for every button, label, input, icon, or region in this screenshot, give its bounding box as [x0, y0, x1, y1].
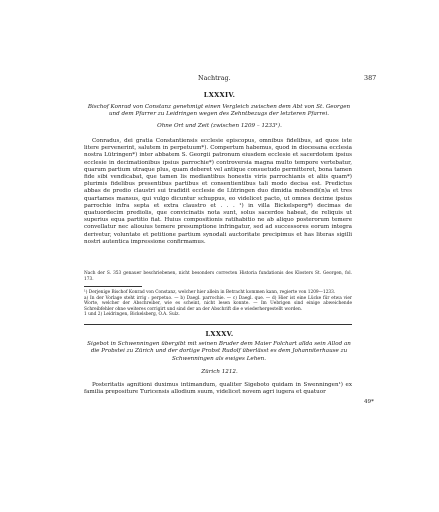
body-paragraph: Conradus, dei gratia Constantiensis ecclesie episcopus, omnibus fidelibus, ad quos iste litere pervenerint, salutem in perpetuum*). Compertum habemus, quod in diocesana ecclesia nostra Lütringen*) inter abbatem S. Georgii patronum eiusdem ecclesie et sacerdotem ipsius ecclesie in decimationibus ipsius parrochie*) controversia magna multo tempore vertebatur, quarum partium utraque plus, quam deberet vel antique consuetudo permitteret, bona tamen fide sibi vendicabat, que tamen lis mediantibus honestis viris parrochianis et aliis quam*) plurimis fidelibus presentibus partibus et consentientibus tali modo decisa est. Predictus abbas de predio claustri sui tradidit ecclesie de Lütringen duo dimidia mobendi(n)a et tres quartames mansus, qui vulgo dicuntur schuppus, eo videlicet pacto, ut omnes decime ipsius parrochie infra septa et extra claustro et . . . ¹) in villa Bickelsperg*) decimas de quatuordecim prediolis, que convicinatis nota sunt, solus sacerdos habeat, de reliquis ut superius equa partitio fiat. Huius compositionis ratihabitio ne ab aliquo posterorum temere convellatur nec aliouius temere presumptione infringatur, sed ad successores eorum integra derivetur, voluntate et petitione partium synodali auctoritate precipimus et has literas sigilli nostri autentica impressione confirmamus.	[84, 138, 352, 245]
footnote: a) In der Vorlage steht irrig : perpetuo. — b) Daegl. parrochie. — c) Daegl. que. — d) Hier ist eine Lücke für etwa vier Worte, welcher der Abschreiber, wie es scheint, nicht lesen konnte. — Im Uebrigen sind einige abweichende Schreibfehler ohne weiteres corrigirt und sind der an der Abschrift die e wiederhergestellt worden.	[84, 295, 352, 312]
footnote: 1 und 2) Leidringen, Bickelsberg, O.A. Sulz.	[84, 312, 180, 318]
document-body	[84, 138, 352, 246]
document-number: LXXXIV.	[203, 91, 236, 99]
signature-mark: 49*	[364, 399, 374, 405]
footnote-separator	[84, 286, 142, 287]
document-summary: Bischof Konrad von Constanz genehmigt einen Vergleich zwischen dem Abt von St. Georgen und dem Pfarrer zu Leidringen wegen des Zehntbezugs der letzteren Pfarrei.	[87, 104, 351, 118]
document-dateline: Zürich 1212.	[201, 369, 238, 375]
document-dateline: Ohne Ort und Zeit (zwischen 1209 – 1233¹).	[157, 123, 282, 129]
document-body	[84, 382, 352, 396]
footnote: ¹) Derjenige Bischof Konrad von Constanz, welcher hier allein in Betracht kommen kann, regierte von 1209—1233.	[84, 290, 336, 295]
section-separator	[84, 324, 352, 325]
source-note: Nach der S. 353 genauer beschriebenen, nicht besonders correcten Historia fundationis des Klosters St. Georgen, fol. 173.	[84, 271, 352, 282]
running-header: Nachtrag.	[198, 74, 231, 82]
document-summary: Sigebot in Schwenningen übergibt mit seinen Bruder dem Maier Folchart allda sein Allod an die Probstei zu Zürich und der dortige Probst Rudolf überlässt es dem Johanniterhause zu Schwenningen als ewiges Lehen.	[87, 341, 351, 362]
body-paragraph: Posteritatis agnitioni duximus intimandum, qualiter Sigeboto quidam in Swenningen¹) ex familia prepositure Turicensis allodium suum, videlicet novem agri iugera et quatuor	[84, 382, 352, 396]
page-number: 387	[364, 74, 377, 82]
document-number: LXXXV.	[205, 330, 234, 338]
footnotes	[84, 290, 352, 318]
